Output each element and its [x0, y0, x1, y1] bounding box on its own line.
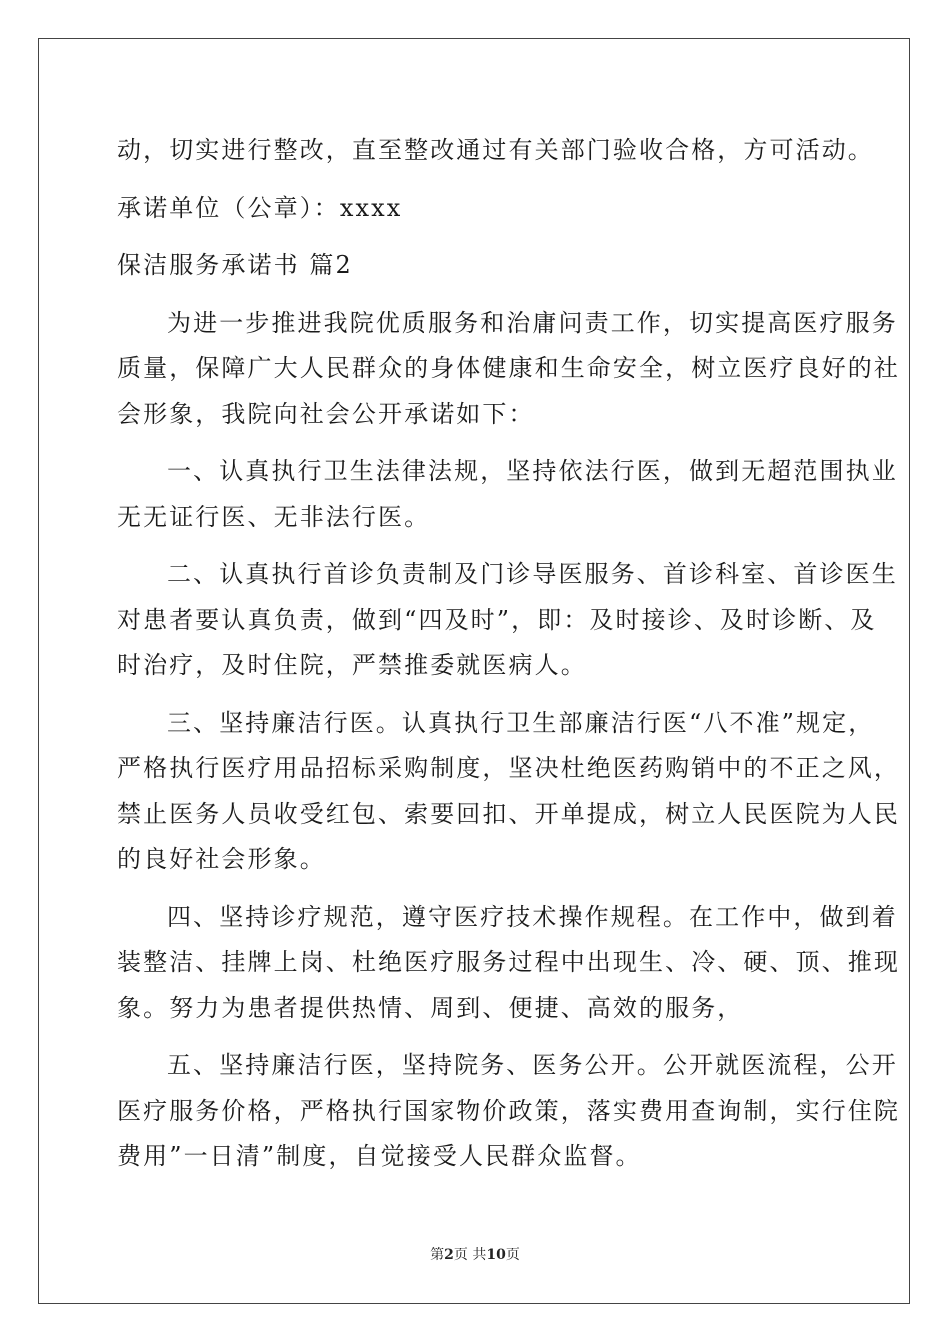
- footer-prefix: 第: [430, 1247, 445, 1263]
- text-line: 质量，保障广大人民群众的身体健康和生命安全，树立医疗良好的社: [117, 354, 900, 382]
- text-line: 医疗服务价格，严格执行国家物价政策，落实费用查询制，实行住院: [117, 1096, 900, 1125]
- text-line: 会形象，我院向社会公开承诺如下：: [117, 399, 535, 428]
- text-line: 保洁服务承诺书 篇2: [117, 251, 353, 279]
- paragraph: [117, 186, 833, 232]
- text-line: 二、认真执行首诊负责制及门诊导医服务、首诊科室、首诊医生: [167, 560, 898, 588]
- footer-page-number: 2: [444, 1247, 454, 1263]
- text-line: 动，切实进行整改，直至整改通过有关部门验收合格，方可活动。: [117, 136, 874, 164]
- document-body: [117, 128, 900, 1180]
- text-line: 的良好社会形象。: [117, 845, 326, 873]
- text-line: 五、坚持廉洁行医，坚持院务、医务公开。公开就医流程，公开: [167, 1051, 898, 1079]
- paragraph: [117, 895, 900, 1032]
- footer-mid: 页 共: [453, 1247, 487, 1263]
- text-line: 装整洁、挂牌上岗、杜绝医疗服务过程中出现生、冷、硬、顶、推现: [117, 948, 900, 976]
- footer-total-pages: 10: [486, 1247, 506, 1263]
- text-line: 禁止医务人员收受红包、索要回扣、开单提成，树立人民医院为人民: [117, 799, 900, 828]
- text-line: 一、认真执行卫生法律法规，坚持依法行医，做到无超范围执业: [167, 457, 898, 485]
- paragraph: [117, 701, 900, 883]
- footer-suffix: 页: [505, 1247, 520, 1263]
- page-footer: [0, 1244, 950, 1264]
- text-line: 严格执行医疗用品招标采购制度，坚决杜绝医药购销中的不正之风，: [117, 754, 900, 782]
- text-line: 对患者要认真负责，做到“四及时”，即：及时接诊、及时诊断、及: [117, 605, 877, 634]
- paragraph: [117, 552, 898, 689]
- text-line: 象。努力为患者提供热情、周到、便捷、高效的服务，: [117, 993, 744, 1022]
- text-line: 为进一步推进我院优质服务和治庸问责工作，切实提高医疗服务: [167, 308, 898, 337]
- paragraph: [117, 449, 898, 540]
- paragraph: [117, 301, 900, 438]
- text-line: 四、坚持诊疗规范，遵守医疗技术操作规程。在工作中，做到着: [167, 902, 898, 931]
- text-line: 时治疗，及时住院，严禁推委就医病人。: [117, 651, 587, 679]
- text-line: 三、坚持廉洁行医。认真执行卫生部廉洁行医“八不准”规定，: [167, 708, 875, 737]
- text-line: 费用”一日清”制度，自觉接受人民群众监督。: [117, 1142, 642, 1170]
- text-line: 无无证行医、无非法行医。: [117, 502, 431, 531]
- text-line: 承诺单位（公章）：xxxx: [117, 193, 403, 222]
- paragraph: [117, 243, 833, 289]
- paragraph: [117, 1043, 900, 1180]
- paragraph: [117, 128, 874, 174]
